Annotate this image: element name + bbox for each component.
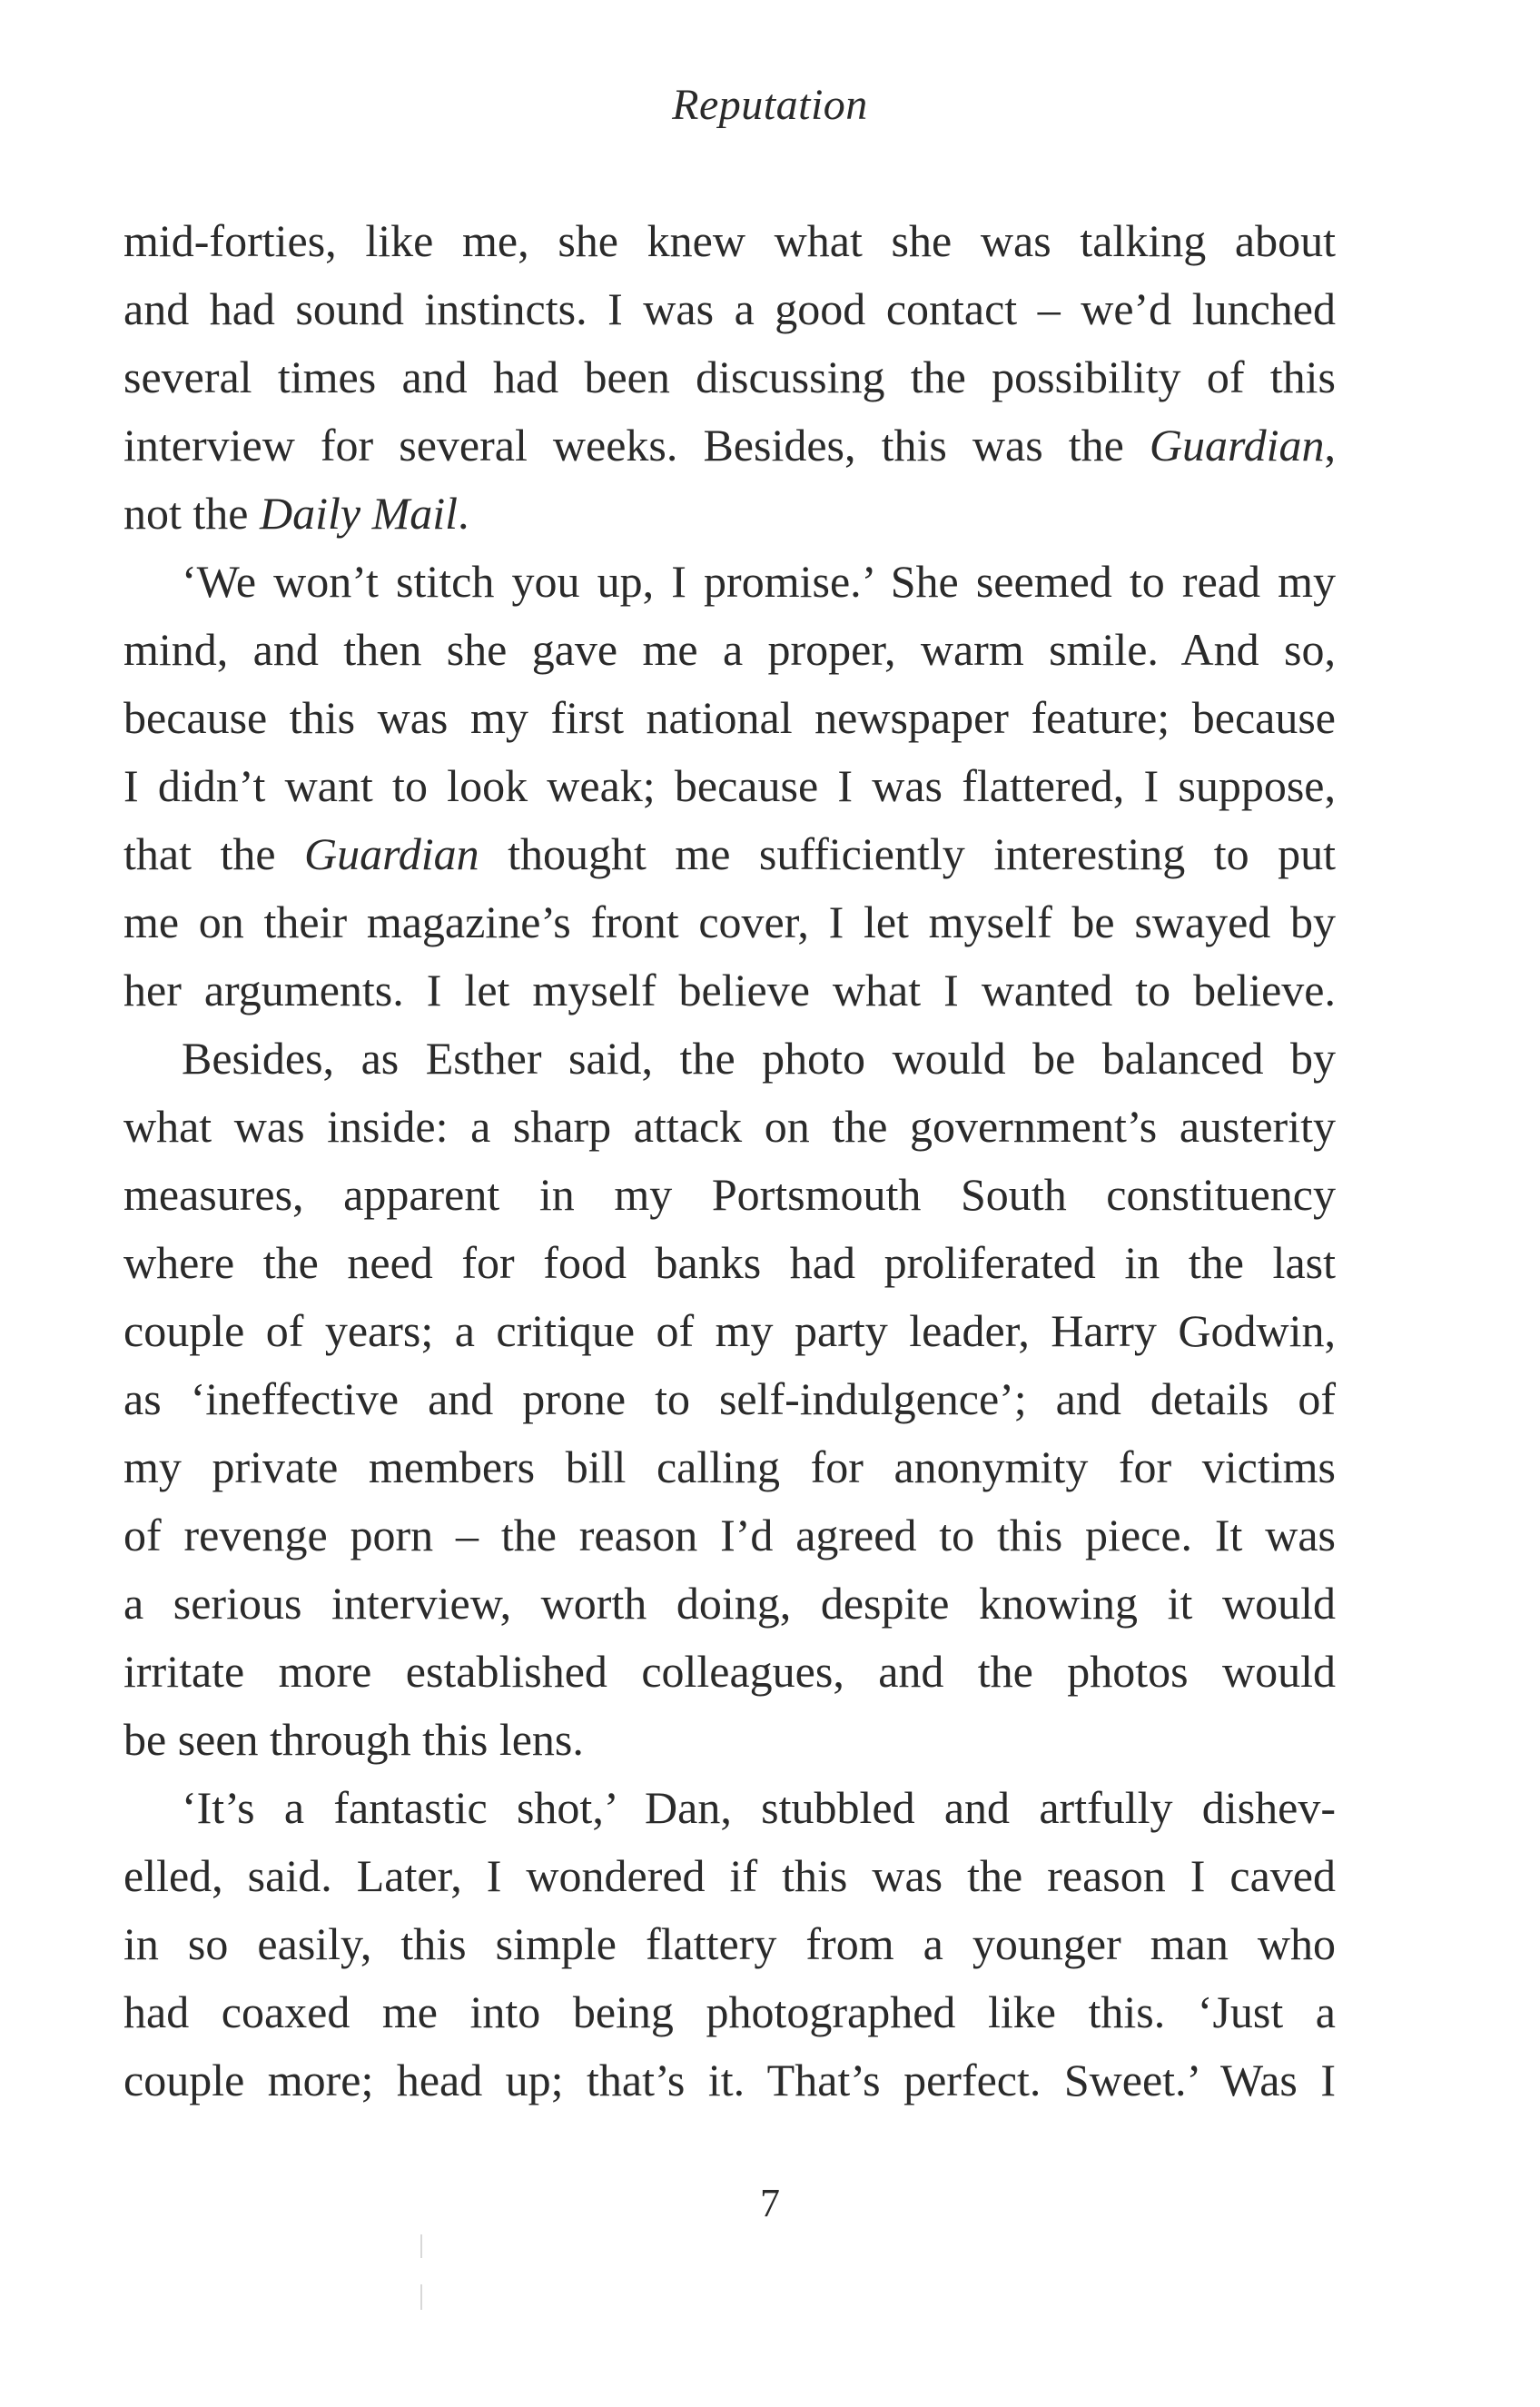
page-number: 7 — [760, 2181, 780, 2225]
text-line: of revenge porn – the reason I’d agreed to this piece. It was — [123, 1510, 1336, 1560]
text-line: not the Daily Mail. — [123, 488, 469, 539]
text-line: had coaxed me into being photographed like this. ‘Just a — [123, 1986, 1336, 2037]
text-line: that the Guardian thought me sufficiently interesting to put — [123, 828, 1336, 879]
text-line: and had sound instincts. I was a good contact – we’d lunched — [123, 283, 1336, 334]
text-line: where the need for food banks had proliferated in the last — [123, 1237, 1336, 1288]
text-line: ‘It’s a fantastic shot,’ Dan, stubbled and artfully dishev- — [182, 1782, 1336, 1833]
body-text — [123, 207, 1336, 2115]
text-line: me on their magazine’s front cover, I let myself be swayed by — [123, 896, 1336, 947]
text-line: interview for several weeks. Besides, this was the Guardian, — [123, 420, 1336, 471]
text-line: elled, said. Later, I wondered if this was the reason I caved — [123, 1850, 1336, 1901]
text-line: Besides, as Esther said, the photo would be balanced by — [182, 1033, 1336, 1084]
text-line: mind, and then she gave me a proper, warm smile. And so, — [123, 624, 1336, 675]
text-line: in so easily, this simple flattery from a younger man who — [123, 1918, 1336, 1969]
text-line: couple more; head up; that’s it. That’s perfect. Sweet.’ Was I — [123, 2055, 1336, 2105]
text-line: mid-forties, like me, she knew what she was talking about — [123, 215, 1336, 266]
text-line: measures, apparent in my Portsmouth South constituency — [123, 1169, 1336, 1220]
text-line: my private members bill calling for anonymity for victims — [123, 1441, 1336, 1492]
text-line: be seen through this lens. — [123, 1714, 584, 1765]
running-head: Reputation — [672, 81, 868, 129]
text-line: a serious interview, worth doing, despite knowing it would — [123, 1578, 1336, 1629]
text-line: as ‘ineffective and prone to self-indulgence’; and details of — [123, 1373, 1336, 1424]
text-line: what was inside: a sharp attack on the government’s austerity — [123, 1101, 1336, 1152]
scan-artifact — [420, 2284, 422, 2310]
text-line: irritate more established colleagues, and the photos would — [123, 1646, 1336, 1697]
text-line: ‘We won’t stitch you up, I promise.’ She seemed to read my — [182, 556, 1336, 607]
text-line: I didn’t want to look weak; because I was flattered, I suppose, — [123, 760, 1336, 811]
text-line: because this was my first national newspaper feature; because — [123, 692, 1336, 743]
text-line: couple of years; a critique of my party leader, Harry Godwin, — [123, 1305, 1336, 1356]
text-line: several times and had been discussing the possibility of this — [123, 352, 1336, 402]
text-line: her arguments. I let myself believe what I wanted to believe. — [123, 965, 1336, 1015]
scan-artifact — [420, 2234, 422, 2258]
